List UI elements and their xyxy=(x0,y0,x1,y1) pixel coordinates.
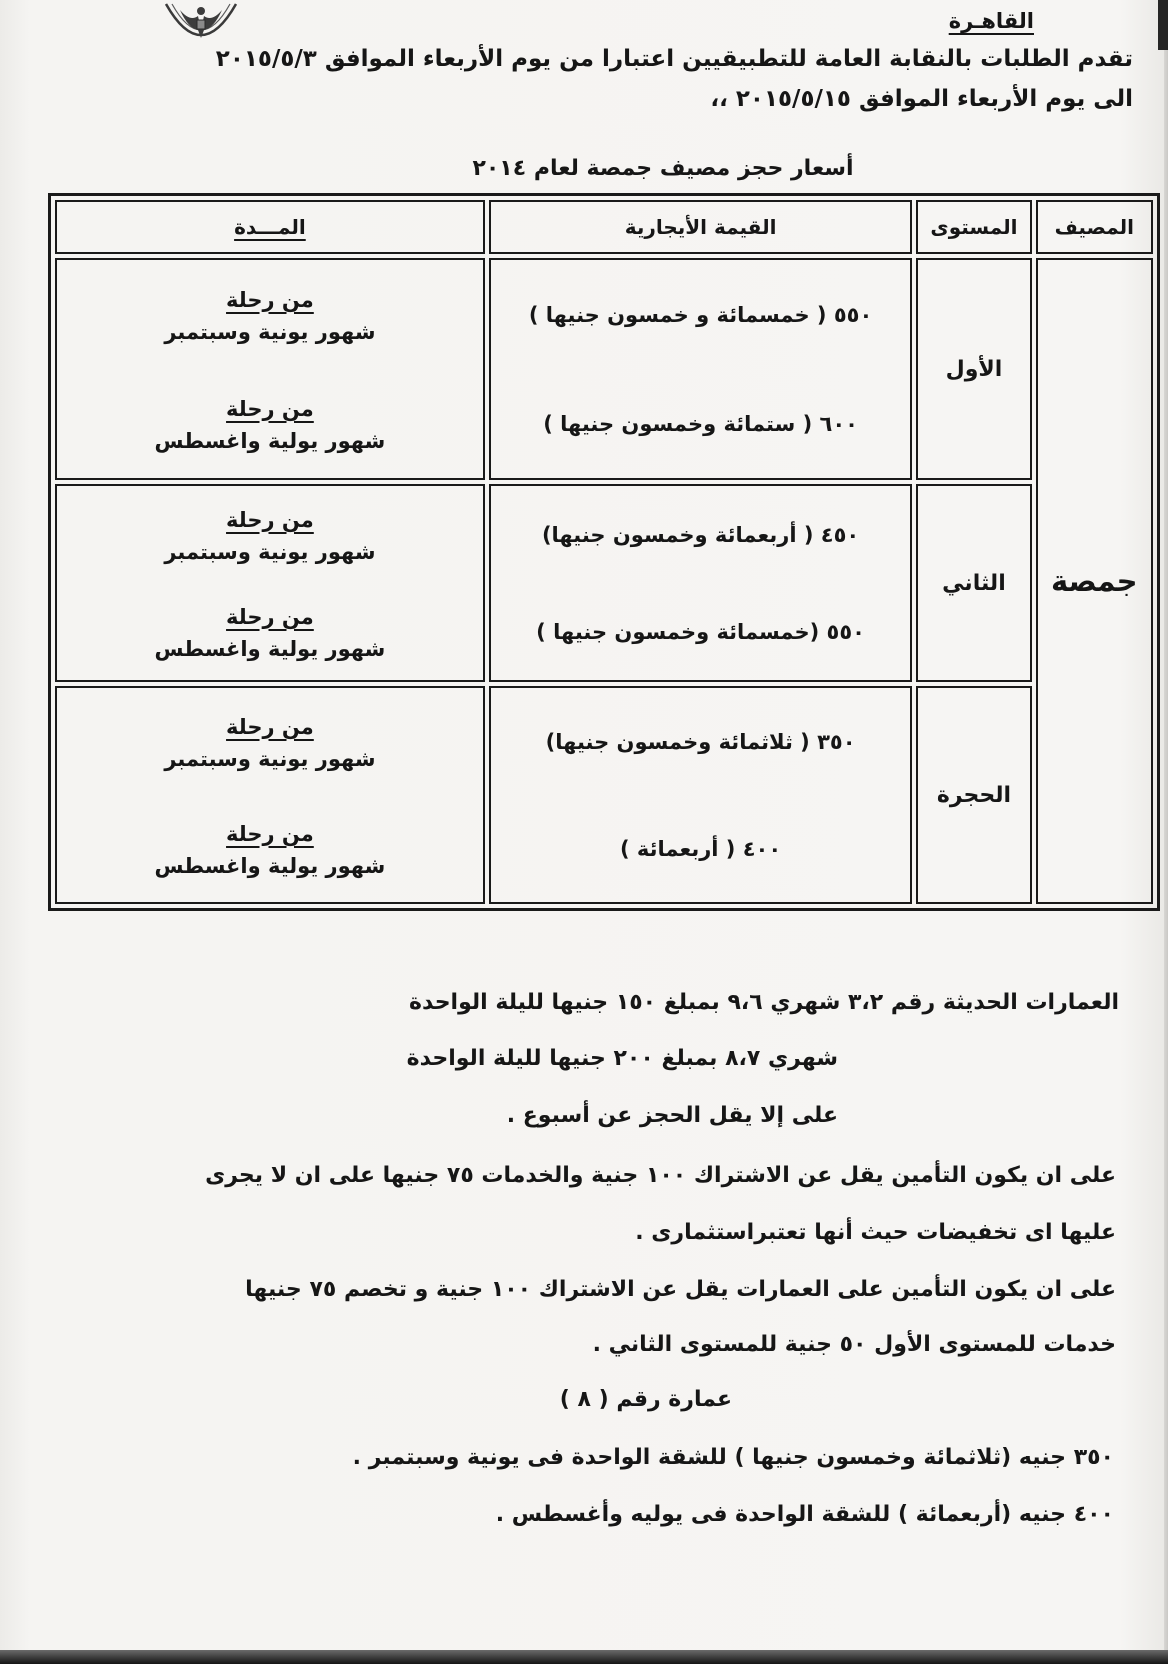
syndicate-emblem-logo xyxy=(160,0,242,50)
note-line: على إلا يقل الحجز عن أسبوع . xyxy=(506,1103,838,1128)
table-title: أسعار حجز مصيف جمصة لعام ٢٠١٤ xyxy=(472,156,854,181)
level-name: الأول xyxy=(945,356,1003,382)
column-header-level: المستوى xyxy=(916,200,1031,254)
period-months: شهور يونية وسبتمبر xyxy=(164,746,376,771)
period-months: شهور يونية وسبتمبر xyxy=(164,539,376,564)
resort-name: جمصة xyxy=(1051,564,1138,598)
period-cell xyxy=(55,484,485,682)
period-block xyxy=(164,503,375,567)
rent-price: ٥٥٠ (خمسمائة وخمسون جنيها ) xyxy=(536,619,865,644)
column-header-period xyxy=(55,200,485,254)
table-row xyxy=(55,258,1153,480)
city-heading: القاهـرة xyxy=(948,9,1034,33)
rent-cell xyxy=(489,258,912,480)
note-line: ٣٥٠ جنيه (ثلاثمائة وخمسون جنيها ) للشقة الواحدة فى يونية وسبتمبر . xyxy=(352,1445,1114,1470)
period-block xyxy=(164,283,375,347)
level-name: الثاني xyxy=(942,570,1006,596)
period-block xyxy=(155,817,386,881)
note-line: على ان يكون التأمين على العمارات يقل عن الاشتراك ١٠٠ جنية و تخصم ٧٥ جنيها xyxy=(245,1277,1116,1302)
table-row xyxy=(55,686,1153,904)
period-label: من رحلة xyxy=(226,287,314,312)
period-block xyxy=(155,392,386,456)
price-table xyxy=(48,193,1160,911)
note-line: على ان يكون التأمين يقل عن الاشتراك ١٠٠ جنية والخدمات ٧٥ جنيها على ان لا يجرى xyxy=(205,1163,1116,1188)
rent-price: ٥٥٠ ( خمسمائة و خمسون جنيها ) xyxy=(528,302,873,327)
rent-price: ٤٥٠ ( أربعمائة وخمسون جنيها) xyxy=(541,522,860,547)
scan-edge-right xyxy=(1164,50,1168,1650)
table-header-row xyxy=(55,200,1153,254)
note-line: شهري ٨،٧ بمبلغ ٢٠٠ جنيها لليلة الواحدة xyxy=(406,1046,838,1071)
note-line: ٤٠٠ جنيه (أربعمائة ) للشقة الواحدة فى يوليه وأغسطس . xyxy=(495,1502,1114,1527)
note-line: العمارات الحديثة رقم ٣،٢ شهري ٩،٦ بمبلغ ١٥٠ جنيها لليلة الواحدة xyxy=(409,990,1119,1015)
intro-line-1: تقدم الطلبات بالنقابة العامة للتطبيقيين اعتبارا من يوم الأربعاء الموافق ٢٠١٥/٥/٣ xyxy=(215,46,1133,72)
scan-bottom-edge xyxy=(0,1650,1168,1664)
level-cell xyxy=(916,258,1031,480)
period-months: شهور يولية واغسطس xyxy=(154,636,386,661)
rent-cell xyxy=(489,686,912,904)
period-label: من رحلة xyxy=(226,507,314,532)
building-number-heading: عمارة رقم ( ٨ ) xyxy=(559,1387,732,1412)
column-header-rent: القيمة الأيجارية xyxy=(489,200,912,254)
period-label: من رحلة xyxy=(226,396,314,421)
period-label: من رحلة xyxy=(226,821,314,846)
intro-line-2: الى يوم الأربعاء الموافق ٢٠١٥/٥/١٥ ،، xyxy=(710,86,1133,112)
rent-price: ٣٥٠ ( ثلاثمائة وخمسون جنيها) xyxy=(545,729,856,754)
period-label: من رحلة xyxy=(226,604,314,629)
level-name: الحجرة xyxy=(936,782,1012,808)
period-cell xyxy=(55,686,485,904)
period-cell xyxy=(55,258,485,480)
period-months: شهور يونية وسبتمبر xyxy=(164,319,376,344)
note-line: خدمات للمستوى الأول ٥٠ جنية للمستوى الثاني . xyxy=(592,1332,1116,1357)
scan-edge-shadow xyxy=(1158,0,1168,50)
note-line: عليها اى تخفيضات حيث أنها تعتبراستثمارى . xyxy=(635,1220,1116,1245)
table-row xyxy=(55,484,1153,682)
period-block xyxy=(164,710,375,774)
level-cell xyxy=(916,686,1031,904)
column-header-resort: المصيف xyxy=(1036,200,1153,254)
rent-price: ٦٠٠ ( ستمائة وخمسون جنيها ) xyxy=(543,411,858,436)
period-months: شهور يولية واغسطس xyxy=(154,853,386,878)
level-cell xyxy=(916,484,1031,682)
resort-cell xyxy=(1036,258,1153,904)
rent-price: ٤٠٠ ( أربعمائة ) xyxy=(619,836,782,861)
period-label: من رحلة xyxy=(226,714,314,739)
column-header-period-label: المـــدة xyxy=(234,215,306,239)
period-block xyxy=(155,600,386,664)
rent-cell xyxy=(489,484,912,682)
period-months: شهور يولية واغسطس xyxy=(154,428,386,453)
